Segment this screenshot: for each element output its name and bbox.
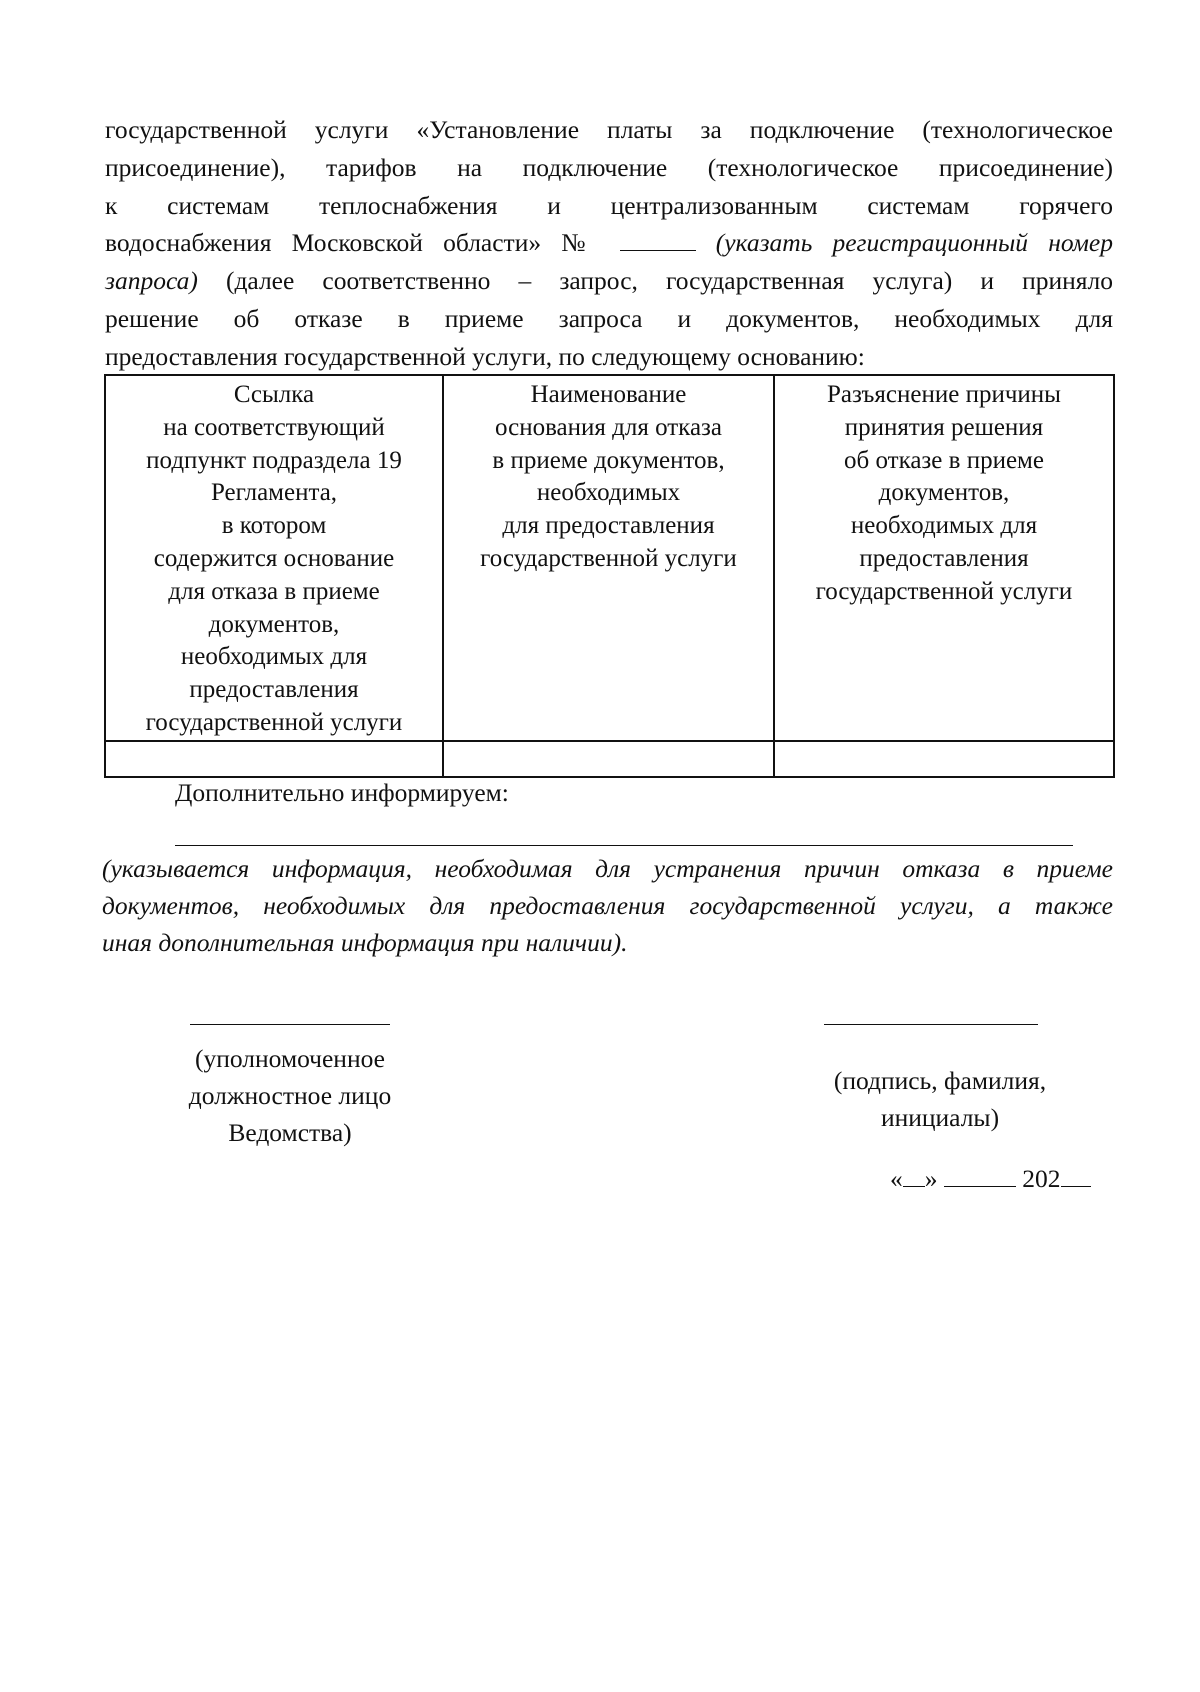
additional-info-note: (указывается информация, необходимая для устранения причин отказа в приеме документов, необходимых для предоставления государственной услуги, а также иная дополнительная информация при наличии). — [102, 854, 1113, 958]
year-blank — [1061, 1164, 1091, 1187]
month-blank — [944, 1164, 1016, 1187]
intro-italic-text: запроса) — [105, 266, 198, 296]
refusal-grounds-table — [104, 374, 1115, 778]
table-header-cell: Наименование основания для отказа в приеме документов, необходимых для предоставления государственной услуги — [443, 375, 774, 741]
intro-line: государственной услуги «Установление платы за подключение (технологическое — [105, 115, 1113, 144]
additional-info-label: Дополнительно информируем: — [175, 778, 509, 807]
table-row — [105, 741, 1114, 777]
table-header-row — [105, 375, 1114, 741]
additional-info-line — [175, 845, 1073, 846]
official-caption: (уполномоченное должностное лицо Ведомства) — [188, 1044, 392, 1147]
table-cell — [443, 741, 774, 777]
day-blank — [903, 1164, 925, 1187]
intro-line — [105, 262, 1113, 300]
intro-paragraph — [105, 111, 1113, 376]
official-signature-line — [190, 1024, 390, 1025]
intro-italic-text: (указать регистрационный номер — [715, 228, 1114, 258]
signature-caption: (подпись, фамилия, инициалы) — [833, 1066, 1047, 1132]
table-cell — [774, 741, 1114, 777]
table-header-cell: Ссылка на соответствующий подпункт подраздела 19 Регламента, в котором содержится основание для отказа в приеме документов, необходимых для предоставления государственной услуги — [105, 375, 443, 741]
intro-line: к системам теплоснабжения и централизованным системам горячего — [105, 190, 1113, 220]
intro-text: (далее соответственно – запрос, государственная услуга) и приняло — [225, 266, 1113, 296]
table-header-cell: Разъяснение причины принятия решения об отказе в приеме документов, необходимых для предоставления государственной услуги — [774, 375, 1114, 741]
date-field: « » 202 — [890, 1164, 1091, 1194]
intro-line: предоставления государственной услуги, по следующему основанию: — [105, 341, 865, 371]
intro-line — [105, 224, 1113, 262]
intro-line: решение об отказе в приеме запроса и документов, необходимых для — [105, 303, 1113, 333]
intro-line: присоединение), тарифов на подключение (технологическое присоединение) — [105, 152, 1113, 182]
signature-line — [824, 1024, 1038, 1025]
intro-text: водоснабжения Московской области» № — [105, 228, 600, 258]
table-cell — [105, 741, 443, 777]
request-number-blank — [620, 228, 696, 251]
